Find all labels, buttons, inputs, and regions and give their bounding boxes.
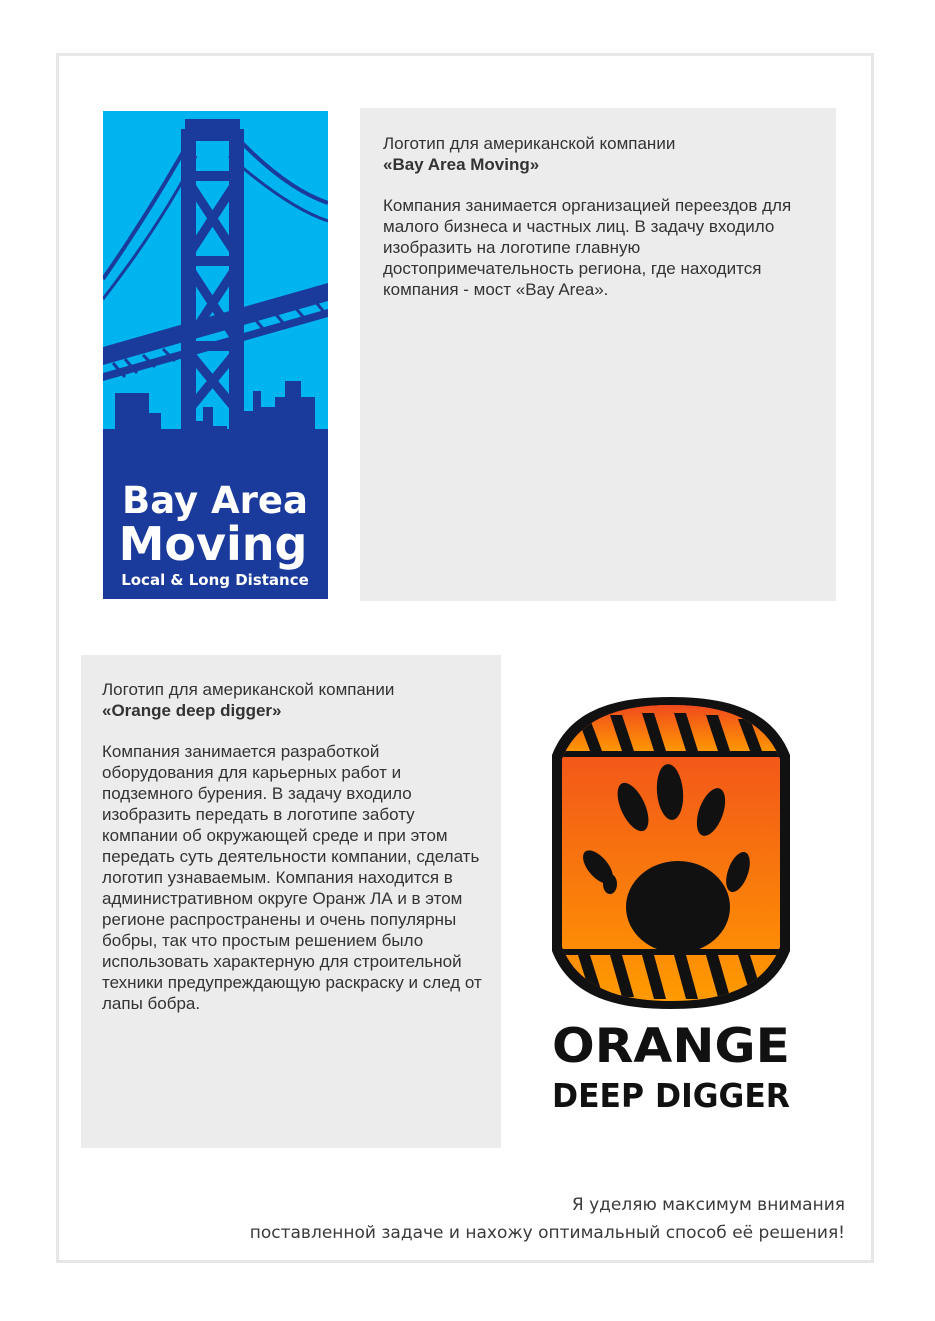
footer-line-2: поставленной задаче и нахожу оптимальный способ её решения! (249, 1223, 845, 1243)
project-1-description: Компания занимается организацией переездов для малого бизнеса и частных лиц. В задачу входило изобразить на логотипе главную достопримечательность региона, где находится компания - мост «Bay Area». (383, 196, 792, 299)
logo-tagline: Local & Long Distance (121, 571, 309, 589)
orange-deep-digger-logo (548, 697, 794, 1117)
beaver-paw-logo-graphic (548, 697, 794, 1117)
bay-area-moving-logo (103, 111, 328, 599)
footer-line-1: Я уделяю максимум внимания (571, 1195, 845, 1215)
project-1-text (383, 133, 813, 300)
logo-line-2: Moving (118, 517, 308, 571)
project-1-company: «Bay Area Moving» (383, 155, 540, 174)
project-1-intro: Логотип для американской компании (383, 134, 676, 153)
logo-line-2: DEEP DIGGER (552, 1076, 790, 1115)
logo-line-1: ORANGE (552, 1019, 790, 1074)
project-2-company: «Orange deep digger» (102, 701, 282, 720)
bridge-logo-graphic (103, 111, 328, 599)
project-2-text (102, 679, 484, 1014)
project-2-intro: Логотип для американской компании (102, 680, 395, 699)
project-2-description: Компания занимается разработкой оборудования для карьерных работ и подземного бурения. В задачу входило изобразить передать в логотипе заботу компании об окружающей среде и при этом передать суть деятельности компании, сделать логотип узнаваемым. Компания находится в административном округе Оранж ЛА и в этом регионе распространены и очень популярны бобры, так что простым решением было использовать характерную для строительной техники предупреждающую раскраску и след от лапы бобра. (102, 742, 482, 1013)
logo-line-1: Bay Area (122, 479, 308, 522)
